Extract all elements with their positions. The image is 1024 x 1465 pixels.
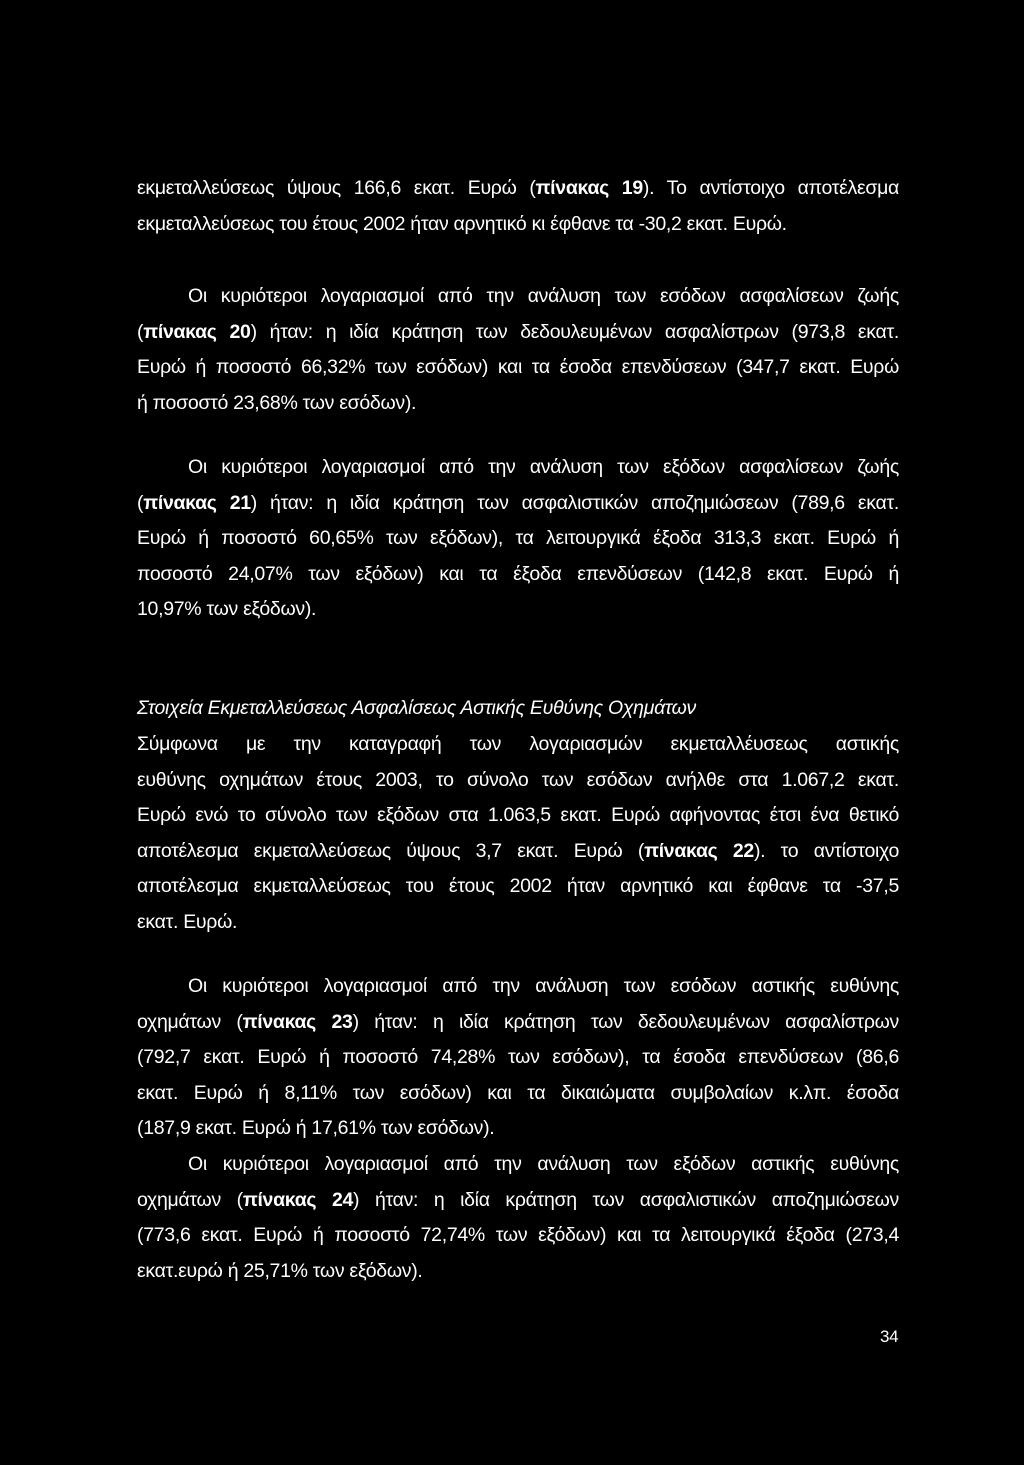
text-line: Ευρώ ή ποσοστό 66,32% των εσόδων) και τα έσοδα επενδύσεων (347,7 εκατ. Ευρώ bbox=[137, 356, 899, 378]
text-line: (πίνακας 21) ήταν: η ιδία κράτηση των ασφαλιστικών αποζημιώσεων (789,6 εκατ. bbox=[137, 491, 899, 514]
text-line: Οι κυριότεροι λογαριασμοί από την ανάλυση των εξόδων αστικής ευθύνης bbox=[188, 1153, 899, 1175]
paragraph-liability-expense-accounts bbox=[137, 1147, 899, 1289]
text-line: 10,97% των εξόδων). bbox=[137, 598, 317, 620]
paragraph-liability-income-accounts bbox=[137, 969, 899, 1147]
text-line: (792,7 εκατ. Ευρώ ή ποσοστό 74,28% των εσόδων), τα έσοδα επενδύσεων (86,6 bbox=[137, 1046, 899, 1068]
text-line: ποσοστό 24,07% των εξόδων) και τα έξοδα επενδύσεων (142,8 εκατ. Ευρώ ή bbox=[137, 562, 899, 585]
paragraph-liability-result bbox=[137, 727, 899, 940]
paragraph-life-income-accounts bbox=[137, 279, 899, 421]
text-line: εκατ. Ευρώ. bbox=[137, 910, 238, 933]
text-line: οχημάτων (πίνακας 24) ήταν: η ιδία κράτηση των ασφαλιστικών αποζημιώσεων bbox=[137, 1188, 899, 1211]
text-line: εκμεταλλεύσεως ύψους 166,6 εκατ. Ευρώ (πίνακας 19). Το αντίστοιχο αποτέλεσμα bbox=[137, 177, 899, 199]
text-line: Ευρώ ή ποσοστό 60,65% των εξόδων), τα λειτουργικά έξοδα 313,3 εκατ. Ευρώ ή bbox=[137, 527, 899, 549]
table-reference: πίνακας 19 bbox=[535, 177, 643, 199]
text-line: ευθύνης οχημάτων έτους 2003, το σύνολο των εσόδων ανήλθε στα 1.067,2 εκατ. bbox=[137, 768, 899, 791]
table-reference: πίνακας 23 bbox=[242, 1010, 353, 1033]
text-line: Οι κυριότεροι λογαριασμοί από την ανάλυση των εσόδων αστικής ευθύνης bbox=[188, 975, 899, 997]
text-line: (187,9 εκατ. Ευρώ ή 17,61% των εσόδων). bbox=[137, 1117, 495, 1139]
table-reference: πίνακας 20 bbox=[143, 320, 251, 343]
table-reference: πίνακας 21 bbox=[143, 491, 251, 514]
section-heading: Στοιχεία Εκμεταλλεύσεως Ασφαλίσεως Αστικής Ευθύνης Οχημάτων bbox=[137, 697, 696, 719]
text-line: Οι κυριότεροι λογαριασμοί από την ανάλυση των εσόδων ασφαλίσεων ζωής bbox=[188, 285, 899, 307]
text-line: Ευρώ ενώ το σύνολο των εξόδων στα 1.063,5 εκατ. Ευρώ αφήνοντας έτσι ένα θετικό bbox=[137, 804, 899, 826]
text-line: εκατ. Ευρώ ή 8,11% των εσόδων) και τα δικαιώματα συμβολαίων κ.λπ. έσοδα bbox=[137, 1081, 899, 1104]
text-line: εκατ.ευρώ ή 25,71% των εξόδων). bbox=[137, 1259, 423, 1282]
paragraph-life-expense-accounts bbox=[137, 450, 899, 628]
text-line: αποτέλεσμα εκμεταλλεύσεως του έτους 2002 ήταν αρνητικό και έφθανε τα -37,5 bbox=[137, 875, 899, 897]
text-line: αποτέλεσμα εκμεταλλεύσεως ύψους 3,7 εκατ. Ευρώ (πίνακας 22). το αντίστοιχο bbox=[137, 839, 899, 862]
document-page bbox=[137, 0, 899, 1465]
text-line: (πίνακας 20) ήταν: η ιδία κράτηση των δεδουλευμένων ασφαλίστρων (973,8 εκατ. bbox=[137, 320, 899, 343]
page-number: 34 bbox=[880, 1327, 899, 1346]
text-line: (773,6 εκατ. Ευρώ ή ποσοστό 72,74% των εξόδων) και τα λειτουργικά έξοδα (273,4 bbox=[137, 1224, 899, 1246]
table-reference: πίνακας 22 bbox=[644, 839, 754, 862]
paragraph-life-insurance-result bbox=[137, 171, 899, 242]
text-line: Σύμφωνα με την καταγραφή των λογαριασμών εκμεταλλέυσεως αστικής bbox=[137, 733, 899, 755]
table-reference: πίνακας 24 bbox=[242, 1188, 354, 1211]
text-line: εκμεταλλεύσεως του έτους 2002 ήταν αρνητικό κι έφθανε τα -30,2 εκατ. Ευρώ. bbox=[137, 212, 787, 235]
text-line: ή ποσοστό 23,68% των εσόδων). bbox=[137, 391, 417, 414]
text-line: οχημάτων (πίνακας 23) ήταν: η ιδία κράτηση των δεδουλευμένων ασφαλίστρων bbox=[137, 1010, 899, 1033]
text-line: Οι κυριότεροι λογαριασμοί από την ανάλυση των εξόδων ασφαλίσεων ζωής bbox=[188, 456, 899, 478]
